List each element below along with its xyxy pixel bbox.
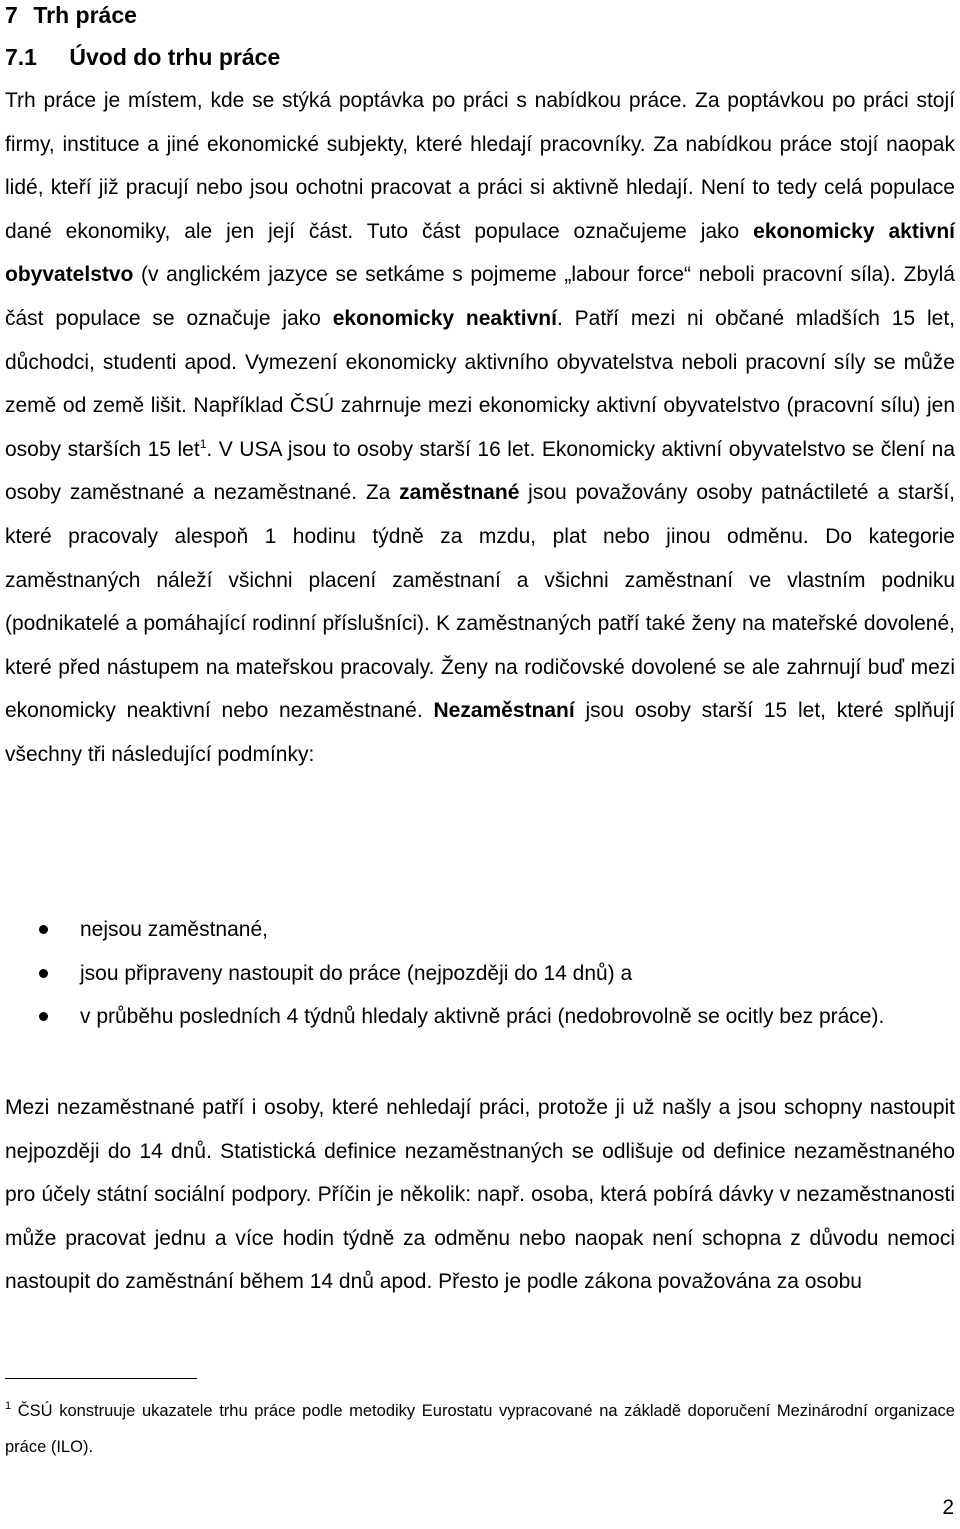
list-item <box>5 952 955 996</box>
list-item <box>5 995 955 1039</box>
footnote-reference: 1 <box>199 436 207 451</box>
text-run: jsou považovány osoby patnáctileté a starší, které pracovaly alespoň 1 hodinu týdně za mzdu, plat nebo jinou odměnu. Do kategorie zaměstnaných náleží všichni placení zaměstnaní a všichni zaměstnaní ve vlastním podniku (podnikatelé a pomáhající rodinní příslušníci). K zaměstnaných patří také ženy na mateřské dovolené, které před nástupem na mateřskou pracovaly. Ženy na rodičovské dovolené se ale zahrnují buď mezi ekonomicky neaktivní nebo nezaměstnané. <box>5 481 955 723</box>
list-item-text: v průběhu posledních 4 týdnů hledaly aktivně práci (nedobrovolně se ocitly bez práce). <box>80 1005 885 1029</box>
text-run: (v anglickém jazyce se setkáme s pojmeme „labour force“ neboli pracovní síla). Zbylá část populace se označuje jako <box>5 263 955 330</box>
list-item <box>5 908 955 952</box>
bullet-icon <box>39 969 48 978</box>
conditions-list <box>5 908 955 1039</box>
bullet-icon <box>39 925 48 934</box>
list-item-text: nejsou zaměstnané, <box>80 918 268 941</box>
text-run: . V USA jsou to osoby starší 16 let. Ekonomicky aktivní obyvatelstvo se člení na osoby zaměstnané a nezaměstnané. Za <box>5 437 955 505</box>
chapter-title: Trh práce <box>33 2 137 28</box>
intro-paragraph <box>5 79 955 777</box>
section-title: Úvod do trhu práce <box>69 44 281 70</box>
footnote <box>5 1393 955 1465</box>
footnote-text: ČSÚ konstruuje ukazatele trhu práce podle metodiky Eurostatu vypracované na základě doporučení Mezinárodní organizace práce (ILO). <box>5 1402 955 1456</box>
term-unemployed: Nezaměstnaní <box>433 699 575 723</box>
text-run: jsou osoby starší 15 let, které splňují všechny tři následující podmínky: <box>5 699 955 766</box>
chapter-heading <box>5 0 137 30</box>
chapter-number: 7 <box>5 2 18 28</box>
text-run: . Patří mezi ni občané mladších 15 let, důchodci, studenti apod. Vymezení ekonomicky aktivního obyvatelstva neboli pracovní síly se může země od země lišit. Například ČSÚ zahrnuje mezi ekonomicky aktivní obyvatelstvo (pracovní sílu) jen osoby starších 15 let <box>5 306 955 461</box>
unemployed-paragraph: Mezi nezaměstnané patří i osoby, které nehledají práci, protože ji už našly a jsou schopny nastoupit nejpozději do 14 dnů. Statistická definice nezaměstnaných se odlišuje od definice nezaměstnaného pro účely státní sociální podpory. Příčin je několik: např. osoba, která pobírá dávky v nezaměstnanosti může pracovat jednu a více hodin týdně za odměnu nebo naopak není schopna z důvodu nemoci nastoupit do zaměstnání během 14 dnů apod. Přesto je podle zákona považována za osobu <box>5 1096 955 1294</box>
term-economically-inactive: ekonomicky neaktivní <box>332 306 557 330</box>
footnote-marker: 1 <box>5 1400 12 1412</box>
term-economically-active: ekonomicky aktivní obyvatelstvo <box>5 219 955 287</box>
page-number: 2 <box>942 1496 954 1519</box>
bullet-icon <box>39 1012 48 1021</box>
section-heading <box>5 42 280 72</box>
footnote-separator <box>5 1378 197 1379</box>
text-run: Trh práce je místem, kde se stýká poptávka po práci s nabídkou práce. Za poptávkou po práci stojí firmy, instituce a jiné ekonomické subjekty, které hledají pracovníky. Za nabídkou práce stojí naopak lidé, kteří již pracují nebo jsou ochotni pracovat a práci si aktivně hledají. Není to tedy celá populace dané ekonomiky, ale jen její část. Tuto část populace označujeme jako <box>5 89 955 243</box>
list-item-text: jsou připraveny nastoupit do práce (nejpozději do 14 dnů) a <box>80 961 633 985</box>
section-number: 7.1 <box>5 44 37 70</box>
term-employed: zaměstnané <box>399 481 520 505</box>
